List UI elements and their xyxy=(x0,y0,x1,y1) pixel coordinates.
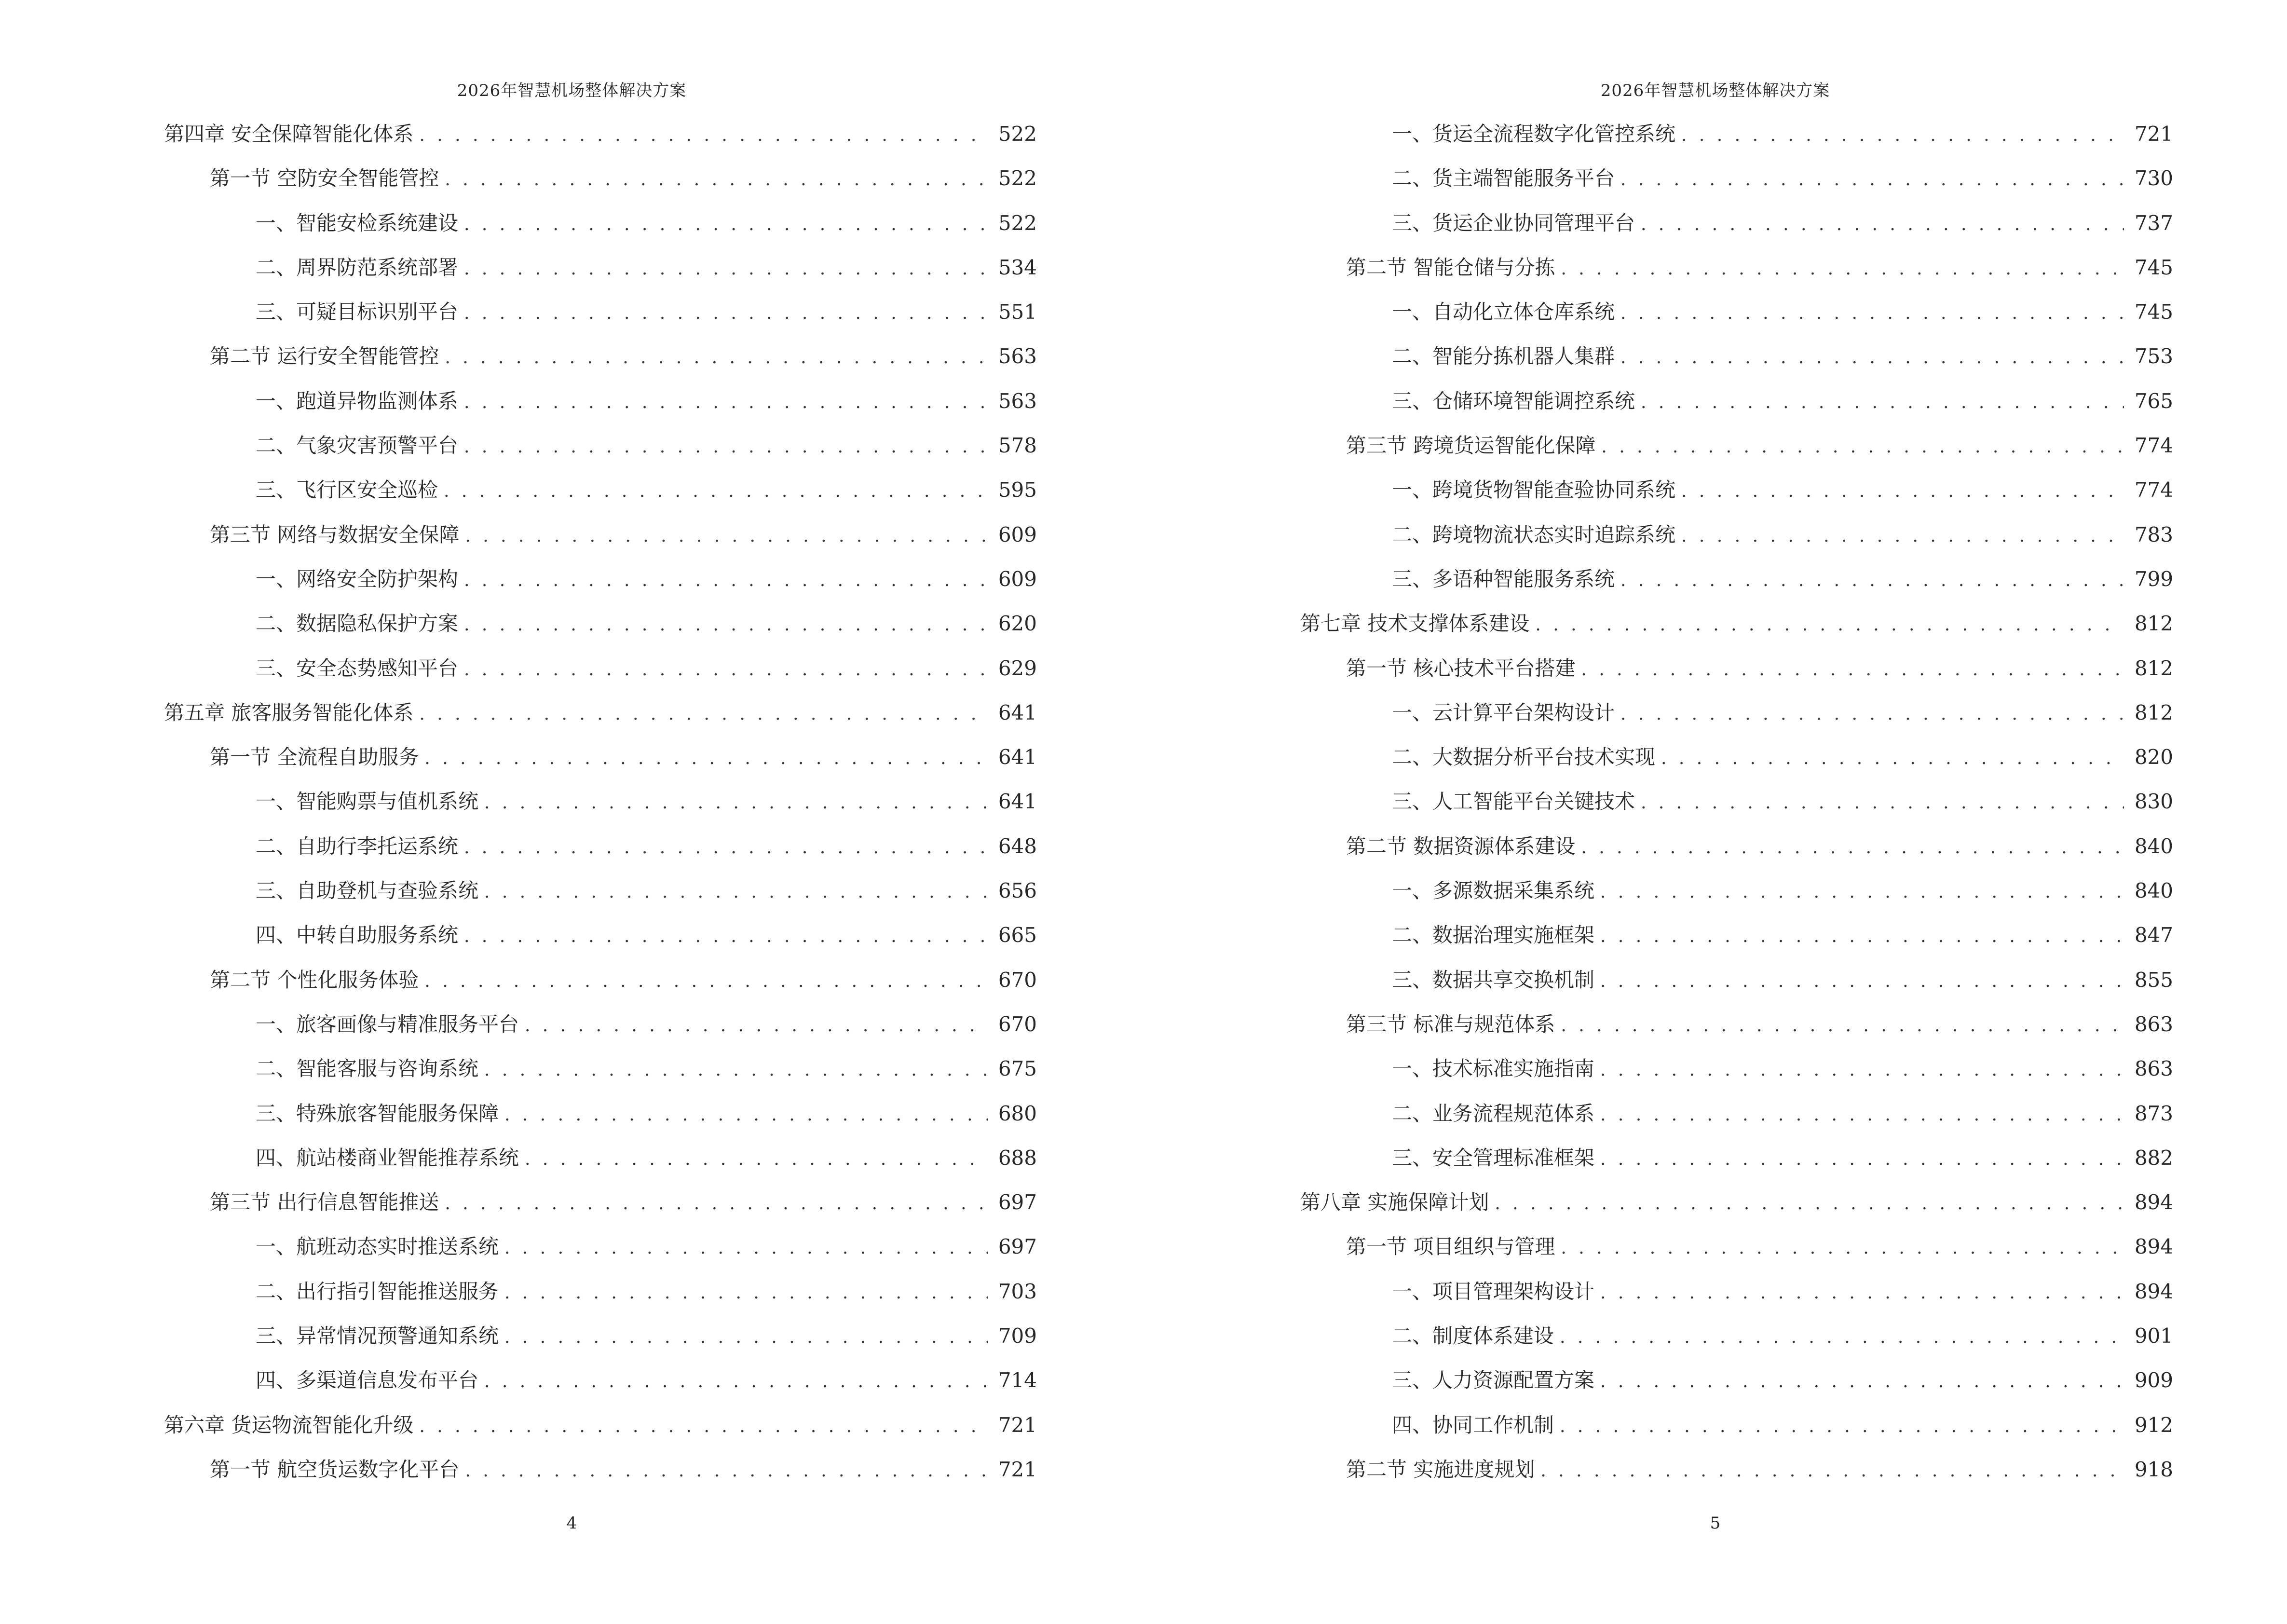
toc-section-entry[interactable] xyxy=(164,334,1037,379)
dot-leader xyxy=(1600,1093,2124,1137)
toc-entry-page-number: 578 xyxy=(998,434,1037,458)
toc-entry-label: 第二节 个性化服务体验 xyxy=(210,968,419,992)
dot-leader xyxy=(1641,781,2124,825)
toc-subsection-entry[interactable] xyxy=(1300,379,2173,423)
toc-list xyxy=(164,112,1037,1492)
dot-leader xyxy=(1600,1048,2124,1092)
dot-leader xyxy=(484,1048,988,1092)
toc-entry-page-number: 840 xyxy=(2134,879,2173,903)
toc-entry-label: 二、自助行李托运系统 xyxy=(256,834,459,858)
toc-entry-page-number: 847 xyxy=(2134,923,2173,947)
toc-subsection-entry[interactable] xyxy=(1300,468,2173,512)
toc-section-entry[interactable] xyxy=(164,513,1037,557)
toc-entry-label: 第四章 安全保障智能化体系 xyxy=(164,122,414,146)
toc-entry-label: 第七章 技术支撑体系建设 xyxy=(1300,612,1530,636)
toc-section-entry[interactable] xyxy=(164,958,1037,1002)
dot-leader xyxy=(1560,1405,2124,1449)
toc-entry-page-number: 812 xyxy=(2134,700,2173,724)
dot-leader xyxy=(1681,514,2124,559)
dot-leader xyxy=(464,425,988,469)
toc-entry-label: 第二节 智能仓储与分拣 xyxy=(1346,255,1555,279)
page-number: 5 xyxy=(1710,1514,1721,1533)
toc-entry-page-number: 656 xyxy=(998,879,1037,903)
toc-entry-label: 三、飞行区安全巡检 xyxy=(256,478,438,502)
toc-entry-page-number: 830 xyxy=(2134,790,2173,814)
toc-entry-page-number: 709 xyxy=(998,1324,1037,1348)
dot-leader xyxy=(424,737,987,781)
dot-leader xyxy=(1681,469,2124,514)
dot-leader xyxy=(464,648,988,692)
dot-leader xyxy=(1641,381,2124,425)
toc-entry-label: 第一节 空防安全智能管控 xyxy=(210,166,439,191)
toc-entry-page-number: 551 xyxy=(998,300,1037,324)
dot-leader xyxy=(1620,158,2124,202)
toc-entry-label: 三、人力资源配置方案 xyxy=(1392,1368,1595,1392)
toc-section-entry[interactable] xyxy=(164,735,1037,779)
toc-entry-page-number: 714 xyxy=(998,1368,1037,1392)
toc-entry-page-number: 912 xyxy=(2134,1413,2173,1437)
dot-leader xyxy=(464,381,988,425)
toc-subsection-entry[interactable] xyxy=(1300,869,2173,913)
toc-entry-label: 第一节 全流程自助服务 xyxy=(210,745,419,769)
toc-entry-label: 四、多渠道信息发布平台 xyxy=(256,1368,479,1392)
toc-section-entry[interactable] xyxy=(1300,1225,2173,1269)
toc-chapter-entry[interactable] xyxy=(164,691,1037,735)
toc-entry-label: 二、制度体系建设 xyxy=(1392,1324,1554,1348)
toc-entry-page-number: 901 xyxy=(2134,1324,2173,1348)
toc-subsection-entry[interactable] xyxy=(164,423,1037,468)
toc-entry-label: 一、项目管理架构设计 xyxy=(1392,1279,1595,1303)
toc-subsection-entry[interactable] xyxy=(164,557,1037,601)
toc-entry-label: 三、安全管理标准框架 xyxy=(1392,1146,1595,1170)
toc-subsection-entry[interactable] xyxy=(164,601,1037,646)
toc-entry-label: 二、货主端智能服务平台 xyxy=(1392,166,1615,191)
toc-entry-label: 二、业务流程规范体系 xyxy=(1392,1101,1595,1125)
dot-leader xyxy=(464,247,988,291)
toc-subsection-entry[interactable] xyxy=(1300,913,2173,957)
toc-subsection-entry[interactable] xyxy=(164,290,1037,334)
toc-entry-page-number: 765 xyxy=(2134,389,2173,413)
toc-entry-page-number: 812 xyxy=(2134,656,2173,680)
toc-entry-label: 三、数据共享交换机制 xyxy=(1392,968,1595,992)
dot-leader xyxy=(419,113,987,158)
toc-entry-label: 二、数据隐私保护方案 xyxy=(256,612,459,636)
toc-section-entry[interactable] xyxy=(1300,646,2173,691)
toc-subsection-entry[interactable] xyxy=(164,869,1037,913)
dot-leader xyxy=(1681,113,2124,158)
toc-entry-page-number: 680 xyxy=(998,1101,1037,1125)
dot-leader xyxy=(1495,1182,2124,1226)
toc-entry-page-number: 688 xyxy=(998,1146,1037,1170)
dot-leader xyxy=(1561,247,2124,291)
toc-entry-label: 三、可疑目标识别平台 xyxy=(256,300,459,324)
dot-leader xyxy=(445,1182,987,1226)
toc-subsection-entry[interactable] xyxy=(1300,1358,2173,1403)
toc-subsection-entry[interactable] xyxy=(1300,735,2173,779)
dot-leader xyxy=(1600,1271,2124,1315)
toc-entry-page-number: 620 xyxy=(998,612,1037,636)
toc-entry-page-number: 641 xyxy=(998,745,1037,769)
toc-section-entry[interactable] xyxy=(164,1447,1037,1492)
dot-leader xyxy=(1601,425,2124,469)
dot-leader xyxy=(1561,1004,2124,1048)
toc-subsection-entry[interactable] xyxy=(164,646,1037,691)
toc-entry-page-number: 697 xyxy=(998,1235,1037,1259)
toc-entry-label: 二、跨境物流状态实时追踪系统 xyxy=(1392,522,1676,546)
toc-entry-page-number: 737 xyxy=(2134,211,2173,235)
dot-leader xyxy=(464,291,988,336)
toc-entry-label: 四、航站楼商业智能推荐系统 xyxy=(256,1146,519,1170)
dot-leader xyxy=(464,914,988,959)
dot-leader xyxy=(1561,1226,2124,1270)
dot-leader xyxy=(419,1405,987,1449)
toc-subsection-entry[interactable] xyxy=(1300,1403,2173,1447)
dot-leader xyxy=(504,1093,988,1137)
toc-subsection-entry[interactable] xyxy=(164,913,1037,957)
toc-section-entry[interactable] xyxy=(164,1180,1037,1225)
toc-entry-label: 第一节 航空货运数字化平台 xyxy=(210,1457,460,1481)
toc-subsection-entry[interactable] xyxy=(164,379,1037,423)
toc-entry-page-number: 522 xyxy=(998,211,1037,235)
toc-entry-label: 一、智能购票与值机系统 xyxy=(256,790,479,814)
dot-leader xyxy=(1600,959,2124,1004)
toc-entry-page-number: 609 xyxy=(998,567,1037,591)
dot-leader xyxy=(525,1004,988,1048)
toc-entry-label: 第一节 项目组织与管理 xyxy=(1346,1235,1555,1259)
dot-leader xyxy=(445,336,987,380)
toc-entry-page-number: 894 xyxy=(2134,1190,2173,1215)
dot-leader xyxy=(1620,692,2124,737)
toc-subsection-entry[interactable] xyxy=(1300,1269,2173,1314)
dot-leader xyxy=(419,692,987,737)
toc-entry-label: 二、气象灾害预警平台 xyxy=(256,434,459,458)
toc-entry-page-number: 812 xyxy=(2134,612,2173,636)
dot-leader xyxy=(1581,648,2124,692)
toc-entry-label: 四、协同工作机制 xyxy=(1392,1413,1554,1437)
dot-leader xyxy=(1600,1360,2124,1404)
toc-subsection-entry[interactable] xyxy=(1300,156,2173,201)
dot-leader xyxy=(1540,1449,2124,1493)
dot-leader xyxy=(424,959,987,1004)
toc-entry-label: 一、多源数据采集系统 xyxy=(1392,879,1595,903)
toc-entry-label: 第三节 网络与数据安全保障 xyxy=(210,522,460,546)
toc-subsection-entry[interactable] xyxy=(1300,691,2173,735)
toc-entry-label: 三、特殊旅客智能服务保障 xyxy=(256,1101,499,1125)
page-right xyxy=(1144,0,2287,1624)
dot-leader xyxy=(504,1315,988,1360)
dot-leader xyxy=(444,469,988,514)
toc-entry-label: 第二节 运行安全智能管控 xyxy=(210,344,439,368)
toc-entry-label: 三、多语种智能服务系统 xyxy=(1392,567,1615,591)
dot-leader xyxy=(1560,1315,2124,1360)
toc-entry-page-number: 774 xyxy=(2134,478,2173,502)
toc-entry-page-number: 721 xyxy=(998,1413,1037,1437)
toc-entry-page-number: 648 xyxy=(998,834,1037,858)
toc-entry-page-number: 721 xyxy=(998,1457,1037,1481)
toc-entry-page-number: 745 xyxy=(2134,300,2173,324)
toc-subsection-entry[interactable] xyxy=(1300,958,2173,1002)
toc-entry-page-number: 855 xyxy=(2134,968,2173,992)
dot-leader xyxy=(1600,914,2124,959)
toc-entry-page-number: 522 xyxy=(998,166,1037,191)
toc-entry-page-number: 703 xyxy=(998,1279,1037,1303)
toc-entry-page-number: 534 xyxy=(998,255,1037,279)
toc-entry-page-number: 753 xyxy=(2134,344,2173,368)
toc-entry-page-number: 799 xyxy=(2134,567,2173,591)
toc-section-entry[interactable] xyxy=(164,156,1037,201)
toc-entry-label: 第三节 跨境货运智能化保障 xyxy=(1346,434,1596,458)
toc-subsection-entry[interactable] xyxy=(1300,334,2173,379)
toc-entry-page-number: 609 xyxy=(998,522,1037,546)
toc-entry-label: 三、仓储环境智能调控系统 xyxy=(1392,389,1635,413)
dot-leader xyxy=(1620,336,2124,380)
toc-entry-label: 一、网络安全防护架构 xyxy=(256,567,459,591)
toc-entry-label: 一、航班动态实时推送系统 xyxy=(256,1235,499,1259)
dot-leader xyxy=(1600,870,2124,914)
dot-leader xyxy=(525,1137,988,1182)
toc-subsection-entry[interactable] xyxy=(1300,557,2173,601)
dot-leader xyxy=(1661,737,2124,781)
toc-entry-label: 一、云计算平台架构设计 xyxy=(1392,700,1615,724)
toc-entry-label: 第六章 货运物流智能化升级 xyxy=(164,1413,414,1437)
toc-subsection-entry[interactable] xyxy=(164,1136,1037,1180)
toc-subsection-entry[interactable] xyxy=(1300,290,2173,334)
toc-entry-label: 一、跨境货物智能查验协同系统 xyxy=(1392,478,1676,502)
toc-subsection-entry[interactable] xyxy=(164,246,1037,290)
dot-leader xyxy=(484,1360,988,1404)
toc-entry-page-number: 783 xyxy=(2134,522,2173,546)
toc-subsection-entry[interactable] xyxy=(164,468,1037,512)
toc-entry-label: 二、出行指引智能推送服务 xyxy=(256,1279,499,1303)
toc-entry-page-number: 563 xyxy=(998,344,1037,368)
dot-leader xyxy=(484,870,988,914)
toc-entry-page-number: 882 xyxy=(2134,1146,2173,1170)
dot-leader xyxy=(464,203,988,247)
toc-entry-page-number: 918 xyxy=(2134,1457,2173,1481)
dot-leader xyxy=(1581,826,2124,870)
toc-subsection-entry[interactable] xyxy=(164,824,1037,869)
toc-entry-label: 一、货运全流程数字化管控系统 xyxy=(1392,122,1676,146)
toc-entry-page-number: 670 xyxy=(998,968,1037,992)
toc-entry-label: 二、智能客服与咨询系统 xyxy=(256,1057,479,1081)
toc-entry-label: 一、跑道异物监测体系 xyxy=(256,389,459,413)
toc-subsection-entry[interactable] xyxy=(164,1358,1037,1403)
dot-leader xyxy=(465,514,987,559)
toc-entry-page-number: 697 xyxy=(998,1190,1037,1215)
running-header: 2026年智慧机场整体解决方案 xyxy=(457,81,687,100)
toc-entry-page-number: 863 xyxy=(2134,1012,2173,1036)
toc-entry-label: 二、智能分拣机器人集群 xyxy=(1392,344,1615,368)
toc-entry-label: 第三节 标准与规范体系 xyxy=(1346,1012,1555,1036)
toc-subsection-entry[interactable] xyxy=(164,201,1037,246)
dot-leader xyxy=(1620,291,2124,336)
dot-leader xyxy=(445,158,987,202)
toc-entry-page-number: 820 xyxy=(2134,745,2173,769)
dot-leader xyxy=(504,1271,988,1315)
page-number: 4 xyxy=(566,1514,577,1533)
toc-chapter-entry[interactable] xyxy=(164,112,1037,156)
toc-entry-label: 三、货运企业协同管理平台 xyxy=(1392,211,1635,235)
toc-subsection-entry[interactable] xyxy=(1300,1136,2173,1180)
dot-leader xyxy=(464,603,988,647)
dot-leader xyxy=(465,1449,987,1493)
toc-subsection-entry[interactable] xyxy=(164,1092,1037,1136)
toc-entry-page-number: 840 xyxy=(2134,834,2173,858)
toc-entry-label: 第八章 实施保障计划 xyxy=(1300,1190,1489,1215)
toc-entry-page-number: 894 xyxy=(2134,1235,2173,1259)
dot-leader xyxy=(1620,559,2124,603)
toc-subsection-entry[interactable] xyxy=(164,779,1037,824)
toc-entry-label: 一、旅客画像与精准服务平台 xyxy=(256,1012,519,1036)
toc-entry-page-number: 774 xyxy=(2134,434,2173,458)
toc-list xyxy=(1300,112,2173,1492)
dot-leader xyxy=(1600,1137,2124,1182)
toc-entry-page-number: 670 xyxy=(998,1012,1037,1036)
dot-leader xyxy=(464,826,988,870)
toc-entry-label: 一、自动化立体仓库系统 xyxy=(1392,300,1615,324)
toc-entry-label: 二、数据治理实施框架 xyxy=(1392,923,1595,947)
toc-entry-label: 二、周界防范系统部署 xyxy=(256,255,459,279)
toc-entry-label: 三、自助登机与查验系统 xyxy=(256,879,479,903)
toc-entry-page-number: 522 xyxy=(998,122,1037,146)
toc-entry-label: 三、异常情况预警通知系统 xyxy=(256,1324,499,1348)
dot-leader xyxy=(464,559,988,603)
toc-entry-label: 第二节 数据资源体系建设 xyxy=(1346,834,1576,858)
toc-entry-label: 一、智能安检系统建设 xyxy=(256,211,459,235)
toc-entry-page-number: 894 xyxy=(2134,1279,2173,1303)
toc-section-entry[interactable] xyxy=(1300,824,2173,869)
toc-entry-page-number: 665 xyxy=(998,923,1037,947)
toc-entry-label: 三、安全态势感知平台 xyxy=(256,656,459,680)
toc-entry-page-number: 629 xyxy=(998,656,1037,680)
toc-entry-page-number: 730 xyxy=(2134,166,2173,191)
toc-subsection-entry[interactable] xyxy=(164,1269,1037,1314)
toc-entry-page-number: 909 xyxy=(2134,1368,2173,1392)
toc-entry-label: 四、中转自助服务系统 xyxy=(256,923,459,947)
toc-entry-label: 二、大数据分析平台技术实现 xyxy=(1392,745,1656,769)
toc-subsection-entry[interactable] xyxy=(1300,112,2173,156)
toc-subsection-entry[interactable] xyxy=(164,1047,1037,1091)
toc-section-entry[interactable] xyxy=(1300,1002,2173,1047)
toc-entry-label: 三、人工智能平台关键技术 xyxy=(1392,790,1635,814)
toc-subsection-entry[interactable] xyxy=(1300,1314,2173,1358)
toc-entry-page-number: 721 xyxy=(2134,122,2173,146)
toc-entry-label: 第一节 核心技术平台搭建 xyxy=(1346,656,1576,680)
dot-leader xyxy=(504,1226,988,1270)
toc-chapter-entry[interactable] xyxy=(1300,601,2173,646)
toc-entry-label: 一、技术标准实施指南 xyxy=(1392,1057,1595,1081)
toc-entry-page-number: 641 xyxy=(998,790,1037,814)
dot-leader xyxy=(1641,203,2124,247)
running-header: 2026年智慧机场整体解决方案 xyxy=(1600,81,1830,100)
toc-chapter-entry[interactable] xyxy=(1300,1180,2173,1225)
dot-leader xyxy=(1535,603,2124,647)
toc-entry-page-number: 563 xyxy=(998,389,1037,413)
toc-subsection-entry[interactable] xyxy=(164,1225,1037,1269)
toc-subsection-entry[interactable] xyxy=(164,1002,1037,1047)
toc-subsection-entry[interactable] xyxy=(1300,1092,2173,1136)
toc-entry-page-number: 745 xyxy=(2134,255,2173,279)
toc-entry-label: 第三节 出行信息智能推送 xyxy=(210,1190,439,1215)
toc-entry-label: 第五章 旅客服务智能化体系 xyxy=(164,700,414,724)
toc-entry-label: 第二节 实施进度规划 xyxy=(1346,1457,1535,1481)
toc-subsection-entry[interactable] xyxy=(164,1314,1037,1358)
toc-section-entry[interactable] xyxy=(1300,1447,2173,1492)
toc-entry-page-number: 641 xyxy=(998,700,1037,724)
toc-subsection-entry[interactable] xyxy=(1300,1047,2173,1091)
toc-entry-page-number: 595 xyxy=(998,478,1037,502)
toc-subsection-entry[interactable] xyxy=(1300,513,2173,557)
toc-subsection-entry[interactable] xyxy=(1300,779,2173,824)
toc-section-entry[interactable] xyxy=(1300,246,2173,290)
toc-entry-page-number: 863 xyxy=(2134,1057,2173,1081)
toc-section-entry[interactable] xyxy=(1300,423,2173,468)
toc-chapter-entry[interactable] xyxy=(164,1403,1037,1447)
toc-entry-page-number: 873 xyxy=(2134,1101,2173,1125)
dot-leader xyxy=(484,781,988,825)
toc-subsection-entry[interactable] xyxy=(1300,201,2173,246)
toc-entry-page-number: 675 xyxy=(998,1057,1037,1081)
